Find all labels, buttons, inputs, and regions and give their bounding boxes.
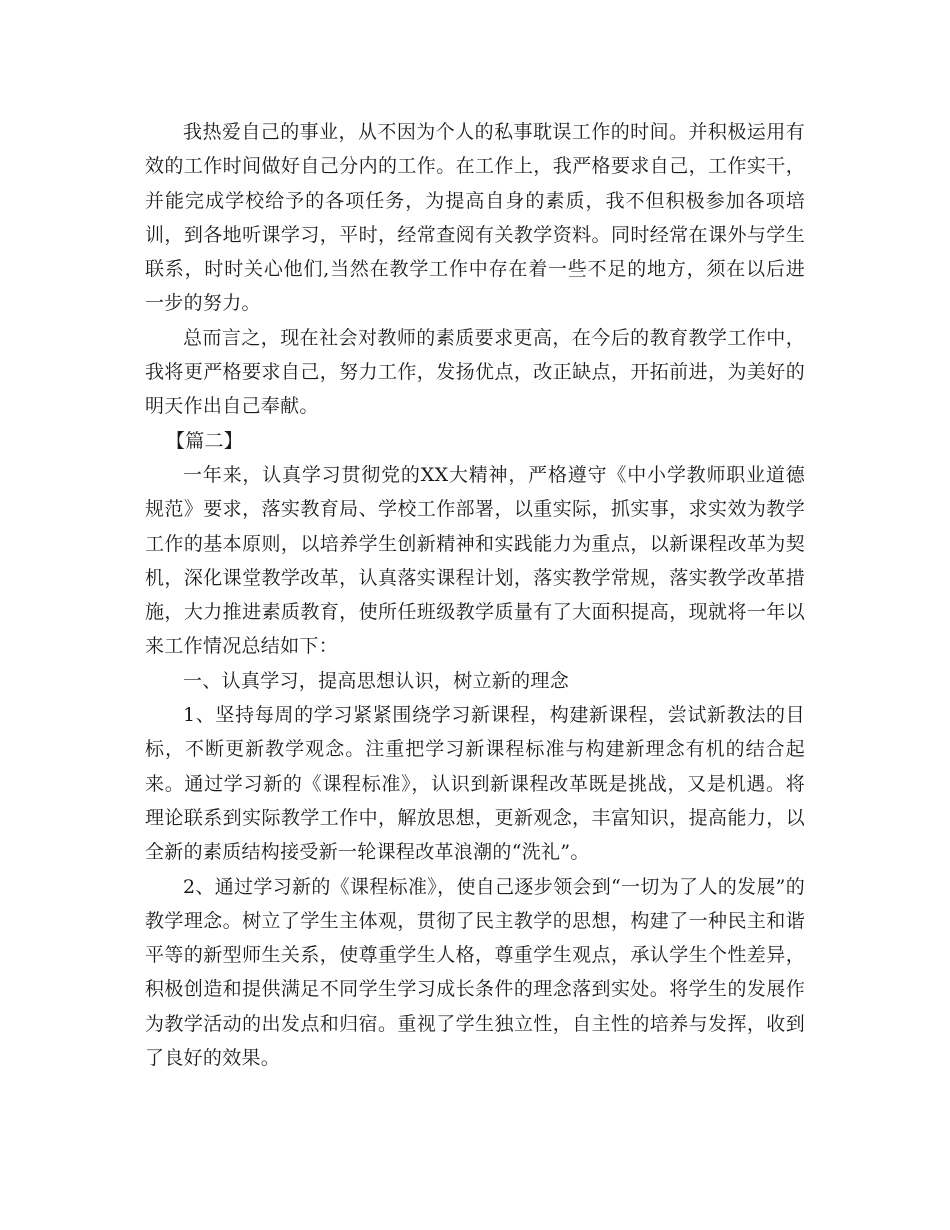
paragraph-year-summary: 一年来，认真学习贯彻党的XX大精神，严格遵守《中小学教师职业道德规范》要求，落实教育局、学校工作部署，以重实际，抓实事，求实效为教学工作的基本原则，以培养学生创新精神和实践能力为重点，以新课程改革为契机，深化课堂教学改革，认真落实课程计划，落实教学常规，落实教学改革措施，大力推进素质教育，使所任班级教学质量有了大面积提高，现就将一年以来工作情况总结如下： bbox=[145, 463, 805, 658]
paragraph-conclusion: 总而言之，现在社会对教师的素质要求更高，在今后的教育教学工作中，我将更严格要求自己，努力工作，发扬优点，改正缺点，开拓前进，为美好的明天作出自己奉献。 bbox=[145, 326, 805, 418]
document-page bbox=[145, 115, 805, 1075]
paragraph-work-attitude: 我热爱自己的事业，从不因为个人的私事耽误工作的时间。并积极运用有效的工作时间做好自己分内的工作。在工作上，我严格要求自己，工作实干，并能完成学校给予的各项任务，为提高自身的素质，我不但积极参加各项培训，到各地听课学习，平时，经常查阅有关教学资料。同时经常在课外与学生联系，时时关心他们,当然在教学工作中存在着一些不足的地方，须在以后进一步的努力。 bbox=[145, 121, 805, 315]
subheading-study: 一、认真学习，提高思想认识，树立新的理念 bbox=[183, 669, 570, 692]
paragraph-item-2: 2、通过学习新的《课程标准》，使自己逐步领会到“一切为了人的发展”的教学理念。树立了学生主体观，贯彻了民主教学的思想，构建了一种民主和谐平等的新型师生关系，使尊重学生人格，尊重学生观点，承认学生个性差异，积极创造和提供满足不同学生学习成长条件的理念落到实处。将学生的发展作为教学活动的出发点和归宿。重视了学生独立性，自主性的培养与发挥，收到了良好的效果。 bbox=[145, 875, 805, 1070]
section-heading-part-two: 【篇二】 bbox=[165, 429, 244, 452]
paragraph-item-1: 1、坚持每周的学习紧紧围绕学习新课程，构建新课程，尝试新教法的目标，不断更新教学观念。注重把学习新课程标准与构建新理念有机的结合起来。通过学习新的《课程标准》，认识到新课程改革既是挑战，又是机遇。将理论联系到实际教学工作中，解放思想，更新观念，丰富知识，提高能力，以全新的素质结构接受新一轮课程改革浪潮的“洗礼”。 bbox=[145, 704, 805, 864]
